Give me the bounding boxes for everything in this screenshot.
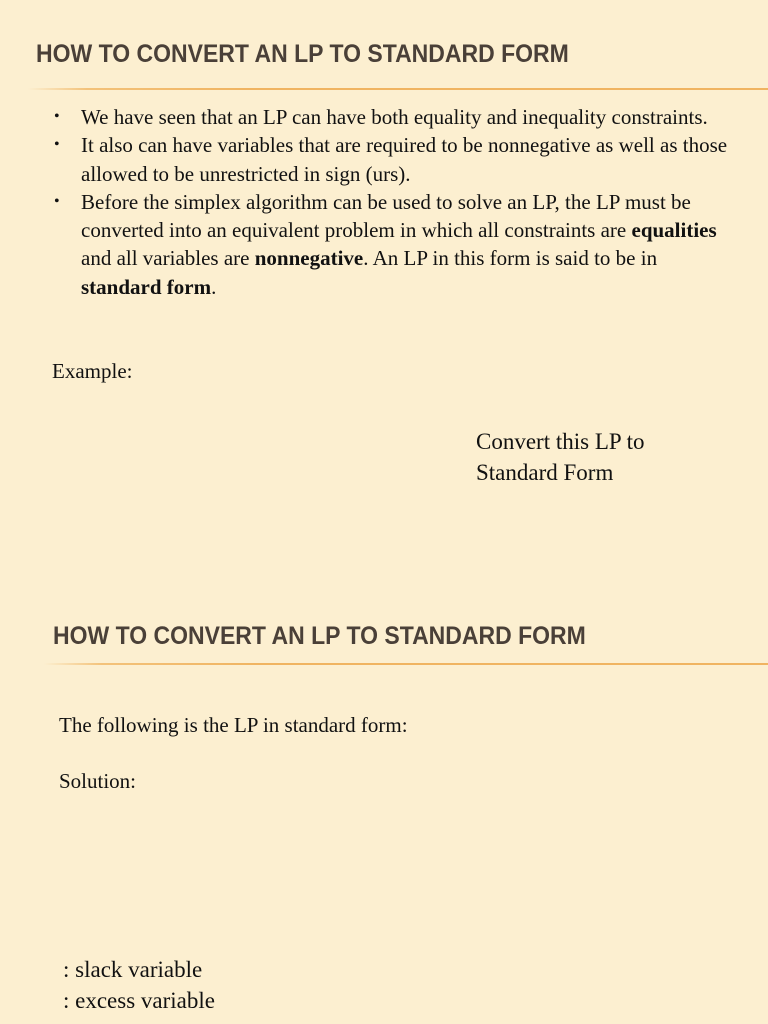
bullet-icon: • bbox=[54, 192, 60, 210]
standard-form-intro: The following is the LP in standard form: bbox=[59, 713, 408, 737]
bullet-item-1 bbox=[52, 103, 732, 131]
slide-1-divider bbox=[28, 88, 768, 90]
bullet-text: It also can have variables that are required to be nonnegative as well as those allowed to be unrestricted in sign (urs). bbox=[81, 133, 728, 186]
slack-variable-note: : slack variable bbox=[63, 957, 203, 982]
bullet-text: and all variables are bbox=[81, 246, 255, 271]
convert-note: Convert this LP to Standard Form bbox=[476, 429, 645, 485]
solution-label: Solution: bbox=[59, 769, 137, 793]
bullet-icon: • bbox=[54, 108, 60, 125]
bullet-item-2 bbox=[52, 131, 732, 188]
slide-2-heading: HOW TO CONVERT AN LP TO STANDARD FORM bbox=[53, 622, 586, 650]
bullet-icon: • bbox=[54, 136, 60, 154]
bullet-item-3 bbox=[52, 188, 732, 301]
bullet-text: . bbox=[211, 274, 217, 299]
slide-2-divider bbox=[44, 663, 768, 665]
excess-variable-note: : excess variable bbox=[63, 988, 215, 1013]
bullet-list bbox=[52, 103, 732, 301]
emphasis-equalities: equalities bbox=[631, 218, 717, 243]
slide-1-heading: HOW TO CONVERT AN LP TO STANDARD FORM bbox=[36, 40, 569, 68]
emphasis-standard-form: standard form bbox=[81, 274, 212, 299]
example-label: Example: bbox=[52, 359, 133, 383]
bullet-text: We have seen that an LP can have both equality and inequality constraints. bbox=[81, 105, 708, 129]
bullet-text: . An LP in this form is said to be in bbox=[363, 246, 658, 271]
emphasis-nonnegative: nonnegative bbox=[254, 246, 364, 271]
slide-2 bbox=[0, 600, 768, 1024]
bullet-text: Before the simplex algorithm can be used to solve an LP, the LP must be converted into an equivalent problem in which all constraints are bbox=[81, 189, 691, 243]
